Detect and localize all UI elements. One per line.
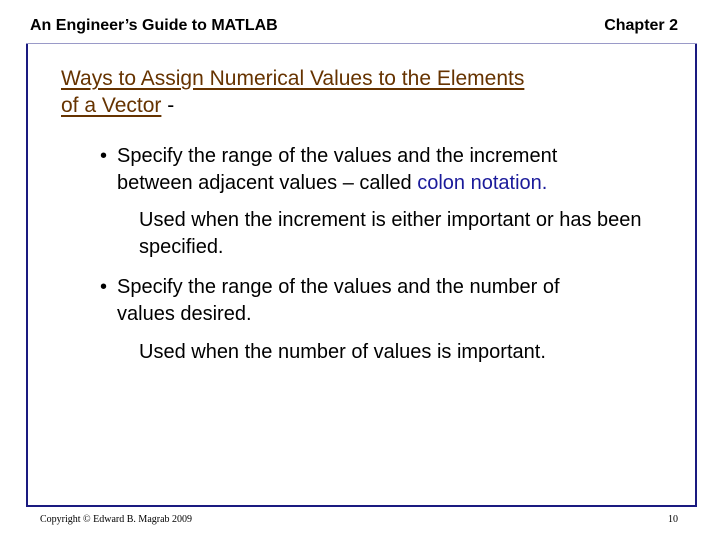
usage-note-count: Used when the number of values is important. bbox=[139, 341, 546, 363]
usage-note-increment: Used when the increment is either important or has been specified. bbox=[139, 209, 642, 258]
chapter-label: Chapter 2 bbox=[604, 17, 678, 34]
copyright-notice: Copyright © Edward B. Magrab 2009 bbox=[40, 514, 193, 525]
bullet2-line2: values desired. bbox=[117, 303, 252, 325]
bullet2-line1: Specify the range of the values and the number of bbox=[117, 276, 560, 298]
page-number: 10 bbox=[668, 514, 678, 525]
bullet-number-of-values bbox=[100, 274, 680, 328]
header-title: An Engineer’s Guide to MATLAB bbox=[30, 17, 278, 34]
slide-title-dash: - bbox=[167, 94, 175, 117]
slide-title-line-2: of a Vector bbox=[61, 94, 162, 117]
slide-title-line-1: Ways to Assign Numerical Values to the Elements bbox=[61, 67, 525, 90]
bullet-colon-notation bbox=[100, 143, 680, 197]
bullet-glyph: • bbox=[100, 276, 108, 298]
bullet-glyph: • bbox=[100, 145, 108, 167]
bullet1-line1: Specify the range of the values and the increment bbox=[117, 145, 558, 167]
slide-title bbox=[61, 65, 661, 119]
bullet1-line2: between adjacent values – called bbox=[117, 172, 418, 194]
colon-notation-term: colon notation. bbox=[417, 172, 548, 194]
